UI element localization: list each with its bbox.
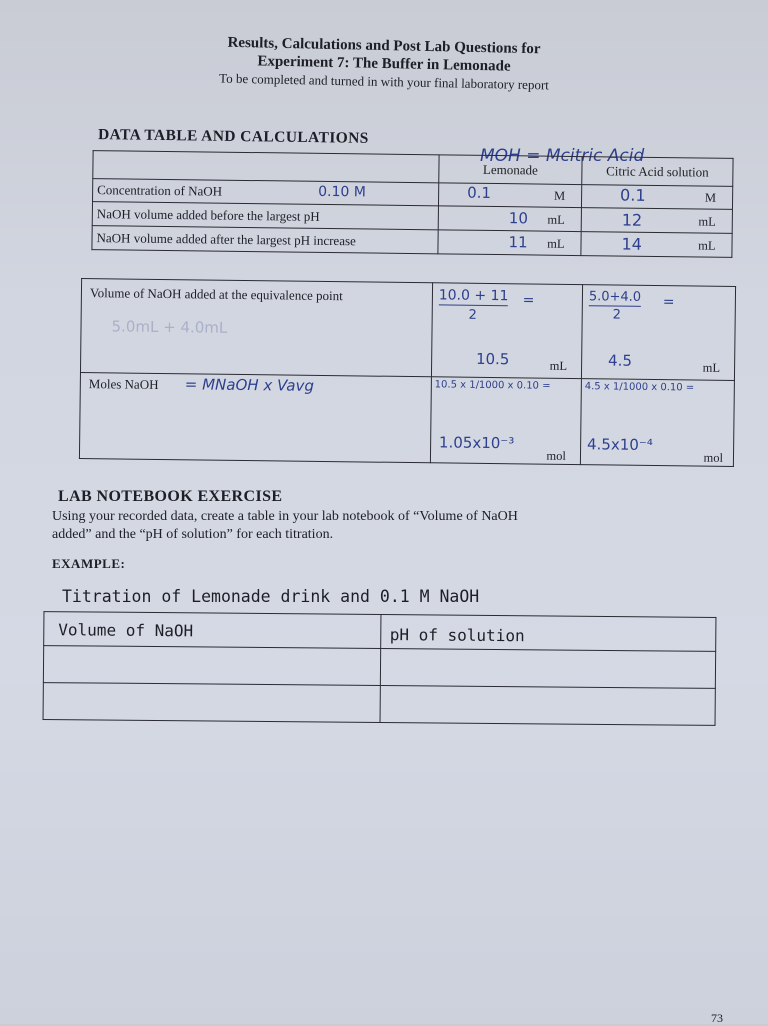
header-line-3: To be completed and turned in with your final laboratory report <box>218 70 550 93</box>
lemonade-header <box>439 155 582 185</box>
lemonade-moles-calc: 10.5 x 1/1000 x 0.10 = <box>434 379 551 392</box>
citric-equivalence-cell: 5.0+4.0 = 2 4.5 mL <box>581 285 735 381</box>
lemonade-before-value: 10 <box>508 209 529 228</box>
example-col2-label: pH of solution <box>389 625 525 646</box>
lemonade-before-cell <box>438 206 581 232</box>
example-col1-label: Volume of NaOH <box>58 620 194 641</box>
moles-row-label <box>79 373 431 463</box>
example-empty-cell <box>43 683 381 723</box>
equivalence-row-label <box>80 279 432 377</box>
unit-mol: mol <box>546 448 566 463</box>
lemonade-moles-result: 1.05x10⁻³ <box>438 433 515 453</box>
lemonade-equivalence-cell: 10.0 + 11 = 2 10.5 mL <box>431 283 582 379</box>
concentration-handwritten: 0.10 M <box>318 183 366 201</box>
header-line-2: Experiment 7: The Buffer in Lemonade <box>257 53 511 75</box>
faint-scribble: 5.0mL + 4.0mL <box>111 317 228 337</box>
citric-equiv-numerator: 5.0+4.0 <box>588 289 642 305</box>
notebook-title: LAB NOTEBOOK EXERCISE <box>58 488 283 505</box>
citric-equiv-result: 4.5 <box>607 351 633 370</box>
unit-ml: mL <box>547 212 565 227</box>
citric-equiv-denominator: 2 <box>612 307 622 323</box>
unit-ml: mL <box>698 214 716 229</box>
citric-after-cell <box>581 232 732 258</box>
lemonade-after-cell <box>438 230 581 256</box>
citric-before-value: 12 <box>621 210 643 230</box>
moles-formula: = MNaOH x Vavg <box>184 375 315 395</box>
citric-after-value: 14 <box>621 234 643 254</box>
notebook-text-line-2: added” and the “pH of solution” for each titration. <box>52 527 334 542</box>
equivalence-label: Volume of NaOH added at the equivalence point <box>89 285 343 304</box>
lemonade-concentration-cell <box>438 183 581 208</box>
lemonade-header-label: Lemonade <box>482 161 538 178</box>
after-label: NaOH volume added after the largest pH increase <box>96 230 356 249</box>
citric-concentration-cell <box>581 185 732 210</box>
lemonade-concentration-value: 0.1 <box>467 183 492 202</box>
citric-header <box>582 157 733 187</box>
example-empty-cell <box>43 646 381 686</box>
header-line-1: Results, Calculations and Post Lab Questions for <box>227 34 541 58</box>
unit-ml: mL <box>547 236 565 251</box>
example-empty-cell <box>381 686 716 726</box>
header-empty-cell <box>93 151 439 183</box>
unit-ml: mL <box>698 238 716 253</box>
unit-m: M <box>553 188 566 203</box>
citric-before-cell <box>581 208 732 234</box>
moles-label: Moles NaOH <box>88 376 159 392</box>
citric-concentration-value: 0.1 <box>620 185 646 205</box>
lemonade-after-value: 11 <box>508 233 528 252</box>
example-title: Titration of Lemonade drink and 0.1 M NaOH <box>62 587 480 606</box>
unit-ml: mL <box>702 360 721 375</box>
unit-ml: mL <box>549 358 568 373</box>
after-row-label <box>92 226 438 254</box>
unit-mol: mol <box>703 450 724 465</box>
example-label: EXAMPLE: <box>52 556 126 571</box>
data-table <box>91 150 733 258</box>
concentration-label: Concentration of NaOH <box>97 182 223 199</box>
lemonade-moles-cell <box>430 377 581 465</box>
example-col-volume <box>44 612 382 649</box>
citric-moles-calc: 4.5 x 1/1000 x 0.10 = <box>584 381 695 394</box>
unit-m: M <box>704 190 717 205</box>
data-table-heading: DATA TABLE AND CALCULATIONS <box>97 126 369 147</box>
handwritten-note: MOH = Mcitric Acid <box>480 146 645 166</box>
example-table <box>43 611 717 726</box>
before-label: NaOH volume added before the largest pH <box>96 206 320 224</box>
citric-moles-cell <box>580 379 734 467</box>
calculation-table <box>79 278 736 467</box>
lemonade-equiv-numerator: 10.0 + 11 <box>438 287 509 305</box>
citric-moles-result: 4.5x10⁻⁴ <box>586 435 653 455</box>
page-number: 73 <box>711 1011 723 1025</box>
example-empty-cell <box>381 649 716 689</box>
lemonade-equiv-denominator: 2 <box>468 307 477 323</box>
lemonade-equiv-result: 10.5 <box>475 349 510 369</box>
notebook-text-line-1: Using your recorded data, create a table in your lab notebook of “Volume of NaOH <box>52 509 518 524</box>
citric-header-label: Citric Acid solution <box>606 163 709 180</box>
example-col-ph <box>381 615 716 652</box>
